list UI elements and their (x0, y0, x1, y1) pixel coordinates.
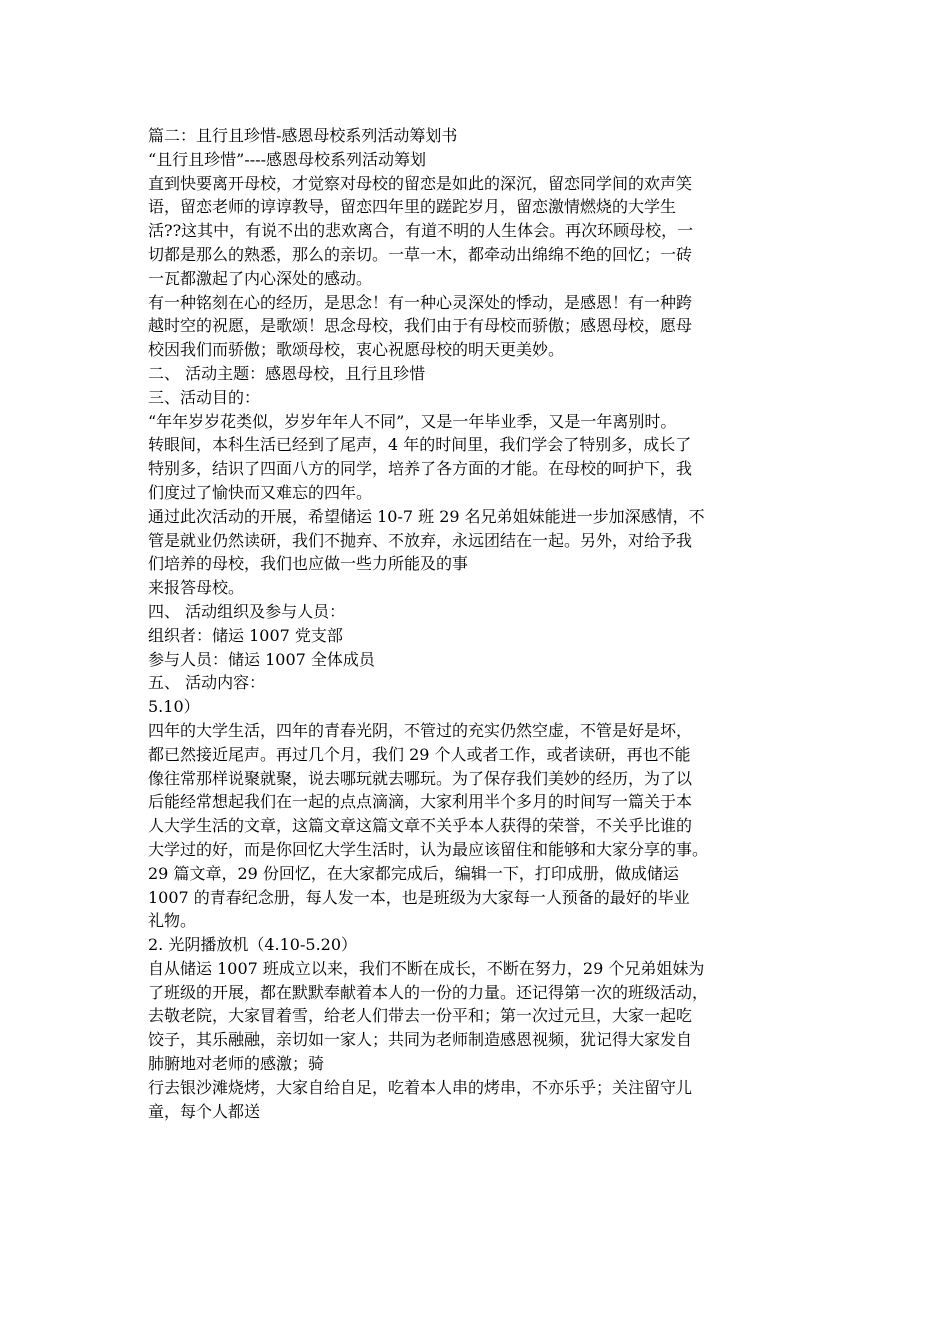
text-line: 参与人员：储运 1007 全体成员 (148, 649, 375, 669)
text-line: 像往常那样说聚就聚，说去哪玩就去哪玩。为了保存我们美妙的经历，为了以 (148, 768, 693, 788)
text-line: 直到快要离开母校，才觉察对母校的留恋是如此的深沉，留恋同学间的欢声笑 (148, 173, 693, 193)
text-line: 肺腑地对老师的感激；骑 (148, 1054, 325, 1074)
section-heading: 二、 活动主题：感恩母校，且行且珍惜 (148, 363, 426, 383)
text-line: 一瓦都激起了内心深处的感动。 (148, 268, 373, 288)
text-line: 了班级的开展，都在默默奉献着本人的一份的力量。还记得第一次的班级活动， (148, 982, 709, 1002)
document-body (148, 124, 813, 1123)
doc-subtitle: “且行且珍惜”----感恩母校系列活动筹划 (148, 149, 426, 169)
text-line: 礼物。 (148, 911, 197, 931)
section-heading: 五、 活动内容： (148, 673, 266, 693)
text-line: 1007 的青春纪念册，每人发一本，也是班级为大家每一人预备的最好的毕业 (148, 887, 690, 907)
text-line: 大学过的好，而是你回忆大学生活时，认为最应该留住和能够和大家分享的事。 (148, 839, 709, 859)
text-line: 自从储运 1007 班成立以来，我们不断在成长，不断在努力，29 个兄弟姐妹为 (148, 958, 705, 978)
text-line: 活??这其中，有说不出的悲欢离合，有道不明的人生体会。再次环顾母校，一 (148, 221, 694, 241)
text-line: 行去银沙滩烧烤，大家自给自足，吃着本人串的烤串，不亦乐乎；关注留守儿 (148, 1077, 693, 1097)
text-line: 人大学生活的文章，这篇文章这篇文章不关乎本人获得的荣誉，不关乎比谁的 (148, 816, 693, 836)
text-line: 5.10） (148, 697, 200, 717)
text-line: 都已然接近尾声。再过几个月，我们 29 个人或者工作，或者读研，再也不能 (148, 744, 691, 764)
text-line: 四年的大学生活，四年的青春光阴，不管过的充实仍然空虚，不管是好是坏， (148, 720, 693, 740)
section-heading: 2. 光阴播放机（4.10-5.20） (148, 935, 358, 955)
text-line: 去敬老院，大家冒着雪，给老人们带去一份平和；第一次过元旦，大家一起吃 (148, 1006, 693, 1026)
section-heading: 四、 活动组织及参与人员： (148, 601, 346, 621)
text-line: 有一种铭刻在心的经历，是思念！有一种心灵深处的悸动，是感恩！有一种跨 (148, 292, 693, 312)
text-line: 们度过了愉快而又难忘的四年。 (148, 482, 373, 502)
text-line: 语，留恋老师的谆谆教导，留恋四年里的蹉跎岁月，留恋激情燃烧的大学生 (148, 197, 677, 217)
text-line: 转眼间，本科生活已经到了尾声，4 年的时间里，我们学会了特别多，成长了 (148, 435, 692, 455)
text-line: 来报答母校。 (148, 578, 245, 598)
text-line: 特别多，结识了四面八方的同学，培养了各方面的才能。在母校的呵护下，我 (148, 459, 693, 479)
text-line: “年年岁岁花类似，岁岁年年人不同”，又是一年毕业季，又是一年离别时。 (148, 411, 677, 431)
doc-title: 篇二：且行且珍惜-感恩母校系列活动筹划书 (148, 126, 458, 145)
text-line: 校因我们而骄傲；歌颂母校，衷心祝愿母校的明天更美妙。 (148, 340, 565, 360)
text-line: 组织者：储运 1007 党支部 (148, 625, 343, 645)
text-line: 童，每个人都送 (148, 1101, 261, 1121)
text-line: 通过此次活动的开展，希望储运 10-7 班 29 名兄弟姐妹能进一步加深感情，不 (148, 506, 705, 526)
text-line: 管是就业仍然读研，我们不抛弃、不放弃，永远团结在一起。另外，对给予我 (148, 530, 693, 550)
text-line: 切都是那么的熟悉，那么的亲切。一草一木，都牵动出绵绵不绝的回忆；一砖 (148, 244, 693, 264)
text-line: 们培养的母校，我们也应做一些力所能及的事 (148, 554, 469, 574)
text-line: 越时空的祝愿，是歌颂！思念母校，我们由于有母校而骄傲；感恩母校，愿母 (148, 316, 693, 336)
text-line: 后能经常想起我们在一起的点点滴滴，大家利用半个多月的时间写一篇关于本 (148, 792, 693, 812)
section-heading: 三、活动目的： (148, 387, 261, 407)
text-line: 29 篇文章，29 份回忆，在大家都完成后，编辑一下，打印成册，做成储运 (148, 863, 679, 883)
text-line: 饺子，其乐融融，亲切如一家人；共同为老师制造感恩视频，犹记得大家发自 (148, 1030, 693, 1050)
